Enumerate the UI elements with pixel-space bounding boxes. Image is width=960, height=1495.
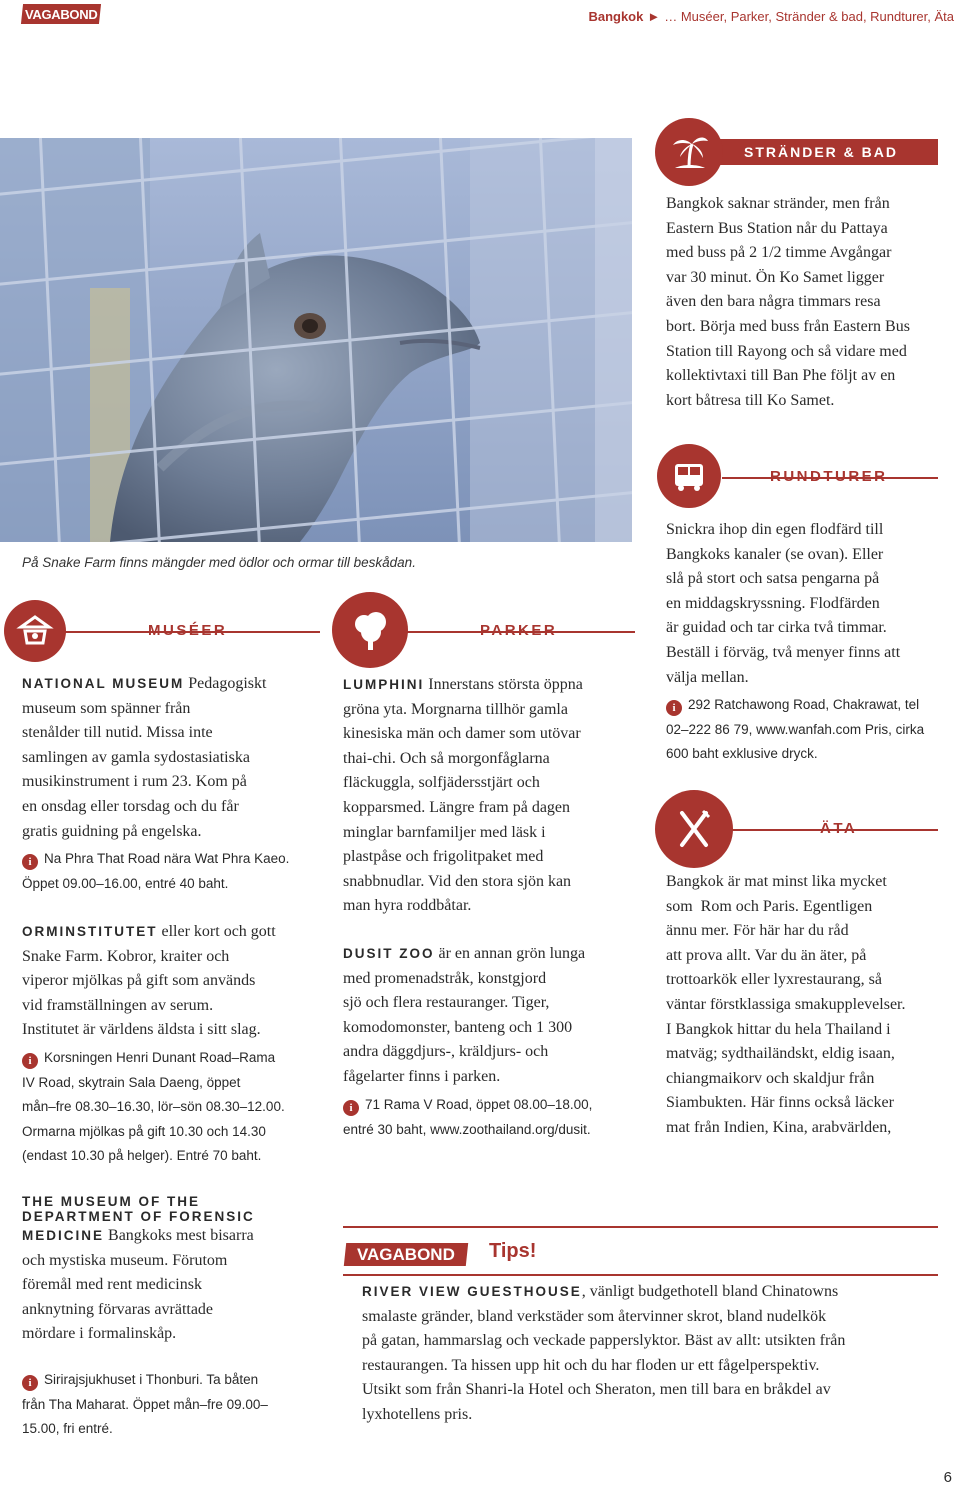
info-line: Ormarna mjölkas på gift 10.30 och 14.30 — [22, 1123, 266, 1139]
fork-knife-icon — [655, 790, 733, 868]
text-line: chiangmaikorv och skaldjur från — [666, 1069, 875, 1087]
text-line: föremål med rent medicinsk — [22, 1276, 202, 1294]
text-line: anknytning förvaras avrättade — [22, 1300, 214, 1318]
text-line: stenålder till nutid. Missa inte — [22, 724, 213, 742]
text-line: man hyra roddbåtar. — [343, 897, 472, 915]
text-line: kollektivtaxi till Ban Phe följt av en — [666, 367, 896, 385]
photo-caption: På Snake Farm finns mängder med ödlor och ormar till beskådan. — [22, 555, 416, 570]
tips-rule-top — [343, 1226, 938, 1228]
info-line: 02–222 86 79, www.wanfah.com Pris, cirka — [666, 721, 925, 737]
text-line: på gatan, hammarslag och veckade papperslyktor. Bäst av allt: utsikten från — [362, 1332, 846, 1350]
info-icon: i — [343, 1100, 359, 1116]
text-line: musikinstrument i rum 23. Kom på — [22, 773, 247, 791]
bus-icon — [657, 444, 721, 508]
national-museum-lead: NATIONAL MUSEUM — [22, 676, 185, 691]
text-line: var 30 minut. Ön Ko Samet ligger — [666, 268, 885, 286]
text-line: att prova allt. Var du än äter, på — [666, 946, 867, 964]
breadcrumb-arrow-icon: ► — [647, 9, 661, 24]
text-line: Eastern Bus Station når du Pattaya — [666, 219, 888, 237]
tips-rule-bottom — [343, 1274, 938, 1276]
rundturer-info — [666, 693, 951, 767]
text-line: kort båtresa till Ko Samet. — [666, 391, 835, 409]
text-line: Snickra ihop din egen flodfärd till — [666, 521, 884, 538]
text-line: en middagskryssning. Flodfärden — [666, 594, 880, 612]
text-line: och mystiska museum. Förutom — [22, 1251, 228, 1269]
orminstitutet-text — [22, 920, 322, 1043]
lumphini-lead: LUMPHINI — [343, 677, 425, 692]
tree-icon — [332, 592, 408, 668]
info-line: Na Phra That Road nära Wat Phra Kaeo. — [44, 851, 290, 866]
text-line: är guidad och tar cirka två timmar. — [666, 619, 887, 637]
text-line: Bangkok saknar stränder, men från — [666, 195, 890, 212]
tips-lead: RIVER VIEW GUESTHOUSE — [362, 1284, 582, 1299]
text-line: Station till Rayong och så vidare med — [666, 342, 907, 360]
parker-title: PARKER — [480, 622, 558, 639]
tips-vagabond-logo: VAGABOND — [344, 1243, 468, 1266]
text-line: fläckuggla, solfjädersstjärt och — [343, 774, 540, 792]
text-line: restaurangen. Ta hissen upp hit och du har floden ur ett fågelperspektiv. — [362, 1356, 820, 1374]
forensic-lead-line: DEPARTMENT OF FORENSIC — [22, 1209, 255, 1224]
info-line: (endast 10.30 på helger). Entré 70 baht. — [22, 1148, 262, 1164]
info-icon: i — [22, 854, 38, 870]
text-line: Pedagogiskt — [184, 675, 267, 692]
text-line: , vänligt budgethotell bland Chinatowns — [581, 1283, 839, 1300]
tips-text — [362, 1280, 952, 1428]
text-line: gröna yta. Morgnarna tillhör gamla — [343, 700, 568, 718]
national-museum-info — [22, 847, 322, 896]
text-line: Bangkoks mest bisarra — [104, 1227, 254, 1244]
text-line: Beställ i förväg, två menyer finns att — [666, 643, 901, 661]
vagabond-logo: VAGABOND — [21, 4, 101, 24]
text-line: thai-chi. Och så morgonfåglarna — [343, 749, 550, 767]
text-line: samlingen av gamla sydostasiatiska — [22, 748, 250, 766]
orminstitutet-info — [22, 1046, 322, 1169]
text-line: även den bara några timmars resa — [666, 293, 881, 311]
text-line: som Rom och Paris. Egentligen — [666, 897, 873, 915]
text-line: Innerstans största öppna — [424, 676, 583, 693]
text-line: sjö och flera restauranger. Tiger, — [343, 994, 550, 1012]
text-line: vid framställningen av serum. — [22, 996, 214, 1014]
text-line: en onsdag eller torsdag och du får — [22, 797, 239, 815]
text-line: Siambukten. Här finns också läcker — [666, 1094, 894, 1112]
text-line: mat från Indien, Kina, arabvärlden, — [666, 1118, 892, 1136]
text-line: kinesiska män och damer som utövar — [343, 725, 581, 743]
text-line: kopparsmed. Längre fram på dagen — [343, 798, 571, 816]
text-line: bort. Börja med buss från Eastern Bus — [666, 317, 910, 335]
text-line: smalaste gränder, bland verkstäder som återvinner skrot, bland nudelkök — [362, 1307, 827, 1325]
stranderbad-header — [700, 139, 938, 165]
national-museum-text — [22, 672, 322, 844]
text-line: matväg; sydthailändskt, eldig isaan, — [666, 1045, 895, 1063]
breadcrumb-current[interactable]: Bangkok — [588, 9, 644, 24]
forensic-lead-line: THE MUSEUM OF THE — [22, 1194, 200, 1209]
ata-text — [666, 870, 951, 1141]
info-line: 600 baht exklusive dryck. — [666, 746, 818, 762]
text-line: med buss på 2 1/2 timme Avgångar — [666, 244, 892, 262]
forensic-museum-info — [22, 1368, 322, 1442]
text-line: komodomonster, banteng och 1 300 — [343, 1018, 573, 1036]
text-line: trottoarkök eller lyxrestaurang, så — [666, 971, 882, 989]
text-line: viperor mjölkas på gift som används — [22, 972, 256, 990]
info-line: 292 Ratchawong Road, Chakrawat, tel — [688, 697, 920, 712]
rundturer-text — [666, 518, 951, 690]
text-line: lyxhotellens pris. — [362, 1405, 473, 1423]
text-line: ännu mer. För här har du råd — [666, 922, 849, 940]
info-icon: i — [22, 1375, 38, 1391]
info-line: Korsningen Henri Dunant Road–Rama — [44, 1050, 276, 1065]
info-line: IV Road, skytrain Sala Daeng, öppet — [22, 1074, 241, 1090]
text-line: Institutet är världens äldsta i sitt slag. — [22, 1021, 261, 1039]
text-line: mördare i formalinskåp. — [22, 1325, 177, 1343]
info-line: Sirirajsjukhuset i Thonburi. Ta båten — [44, 1372, 259, 1387]
text-line: fågelarter finns i parken. — [343, 1067, 501, 1085]
ata-title: ÄTA — [820, 820, 858, 837]
dusit-zoo-info — [343, 1093, 653, 1142]
text-line: Snake Farm. Kobror, kraiter och — [22, 947, 230, 965]
text-line: Utsikt som från Shanri-la Hotel och Sheraton, men till bara en bråkdel av — [362, 1381, 831, 1399]
dusit-zoo-text — [343, 942, 643, 1090]
dusit-zoo-lead: DUSIT ZOO — [343, 946, 435, 961]
text-line: Bangkok är mat minst lika mycket — [666, 873, 887, 890]
text-line: väntar förstklassiga smakupplevelser. — [666, 995, 906, 1013]
tips-label: Tips! — [489, 1240, 537, 1262]
forensic-lead-line: MEDICINE — [22, 1228, 105, 1243]
text-line: I Bangkok hittar du hela Thailand i — [666, 1020, 891, 1038]
stranderbad-title: STRÄNDER & BAD — [744, 144, 898, 160]
page-number: 6 — [943, 1469, 952, 1486]
info-line: från Tha Maharat. Öppet mån–fre 09.00– — [22, 1396, 268, 1412]
palm-tree-icon — [655, 118, 723, 186]
stranderbad-text — [666, 192, 946, 413]
info-line: entré 30 baht, www.zoothailand.org/dusit. — [343, 1121, 591, 1137]
info-line: Öppet 09.00–16.00, entré 40 baht. — [22, 875, 229, 891]
iguana-photo — [0, 138, 632, 542]
orminstitutet-lead: ORMINSTITUTET — [22, 924, 158, 939]
text-line: slå på stort och satsa pengarna på — [666, 570, 880, 588]
rundturer-title: RUNDTURER — [770, 468, 888, 485]
text-line: andra däggdjurs-, kräldjurs- och — [343, 1043, 549, 1061]
text-line: minglar barnfamiljer med läsk i — [343, 823, 546, 841]
info-line: 71 Rama V Road, öppet 08.00–18.00, — [365, 1097, 593, 1112]
text-line: med promenadstråk, konstgjord — [343, 969, 547, 987]
text-line: gratis guidning på engelska. — [22, 822, 202, 840]
text-line: plastpåse och frigolitpaket med — [343, 848, 544, 866]
museer-title: MUSÉER — [148, 622, 228, 639]
forensic-museum-text — [22, 1194, 322, 1347]
text-line: välja mellan. — [666, 668, 749, 686]
info-icon: i — [22, 1053, 38, 1069]
breadcrumb-rest: … Muséer, Parker, Stränder & bad, Rundturer, Äta — [664, 9, 954, 24]
breadcrumb — [588, 9, 954, 24]
info-icon: i — [666, 700, 682, 716]
text-line: museum som spänner från — [22, 699, 191, 717]
text-line: snabbnudlar. Vid den stora sjön kan — [343, 872, 572, 890]
info-line: 15.00, fri entré. — [22, 1421, 113, 1437]
lumphini-text — [343, 673, 643, 919]
museum-icon — [4, 600, 66, 662]
text-line: Bangkoks kanaler (se ovan). Eller — [666, 545, 884, 563]
info-line: mån–fre 08.30–16.30, lör–sön 08.30–12.00. — [22, 1099, 285, 1115]
text-line: är en annan grön lunga — [434, 945, 586, 962]
text-line: eller kort och gott — [157, 923, 276, 940]
